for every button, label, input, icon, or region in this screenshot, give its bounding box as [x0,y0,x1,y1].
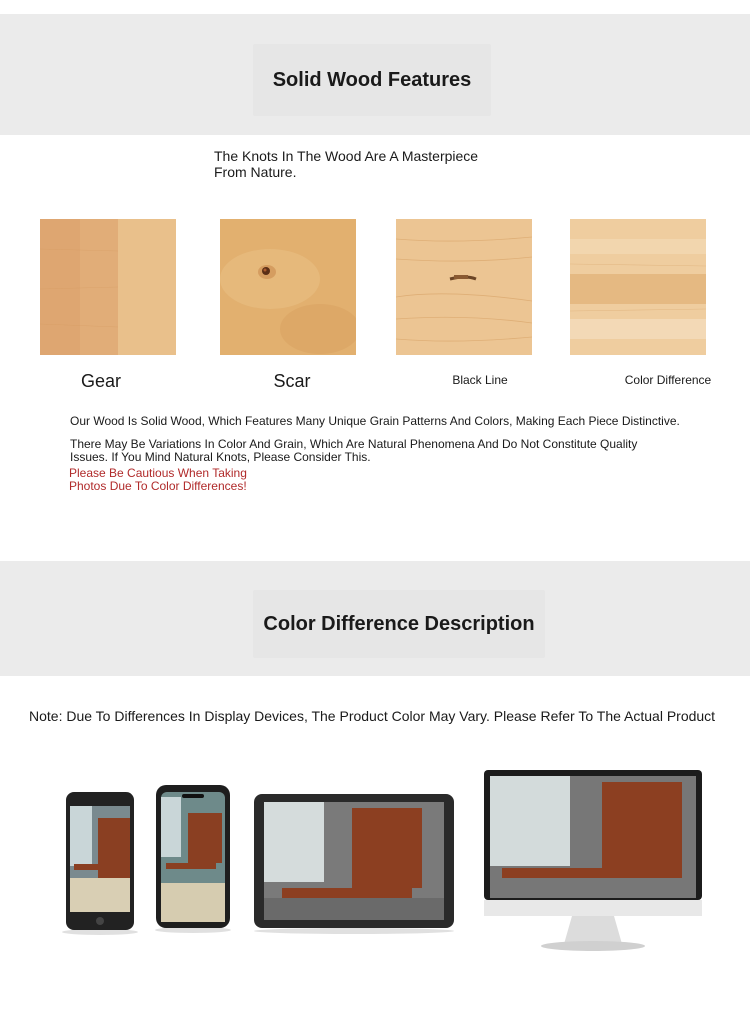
display-note-text: Note: Due To Differences In Display Devices, The Product Color May Vary. Please Refer To The Actual Product [29,708,716,724]
feature-label-black-line: Black Line [452,373,508,387]
tablet-device [252,792,456,939]
color-warning-text: Please Be Cautious When Taking Photos Due To Color Differences! [69,466,247,493]
section-title-color-difference: Color Difference Description [253,590,545,658]
feature-label-scar: Scar [273,371,311,391]
feature-label-color-difference: Color Difference [624,373,712,387]
wood-black-line-swatch [396,219,532,355]
section-title-solid-wood: Solid Wood Features [253,44,491,116]
phone-1-device [60,790,140,940]
intro-text: The Knots In The Wood Are A Masterpiece From Nature. [214,148,479,180]
desktop-monitor-device [482,768,704,958]
wood-finger-joint-swatch [40,219,176,355]
wood-knot-swatch [220,219,356,355]
feature-label-gear: Gear [80,371,122,391]
wood-description-text: Our Wood Is Solid Wood, Which Features Many Unique Grain Patterns And Colors, Making Each Piece Distinctive. [70,414,680,428]
wood-color-difference-swatch [570,219,706,355]
variation-notice-text: There May Be Variations In Color And Grain, Which Are Natural Phenomena And Do Not Constitute Quality Issues. If You Mind Natural Knots, Please Consider This. [70,437,638,464]
phone-2-device [152,783,234,938]
